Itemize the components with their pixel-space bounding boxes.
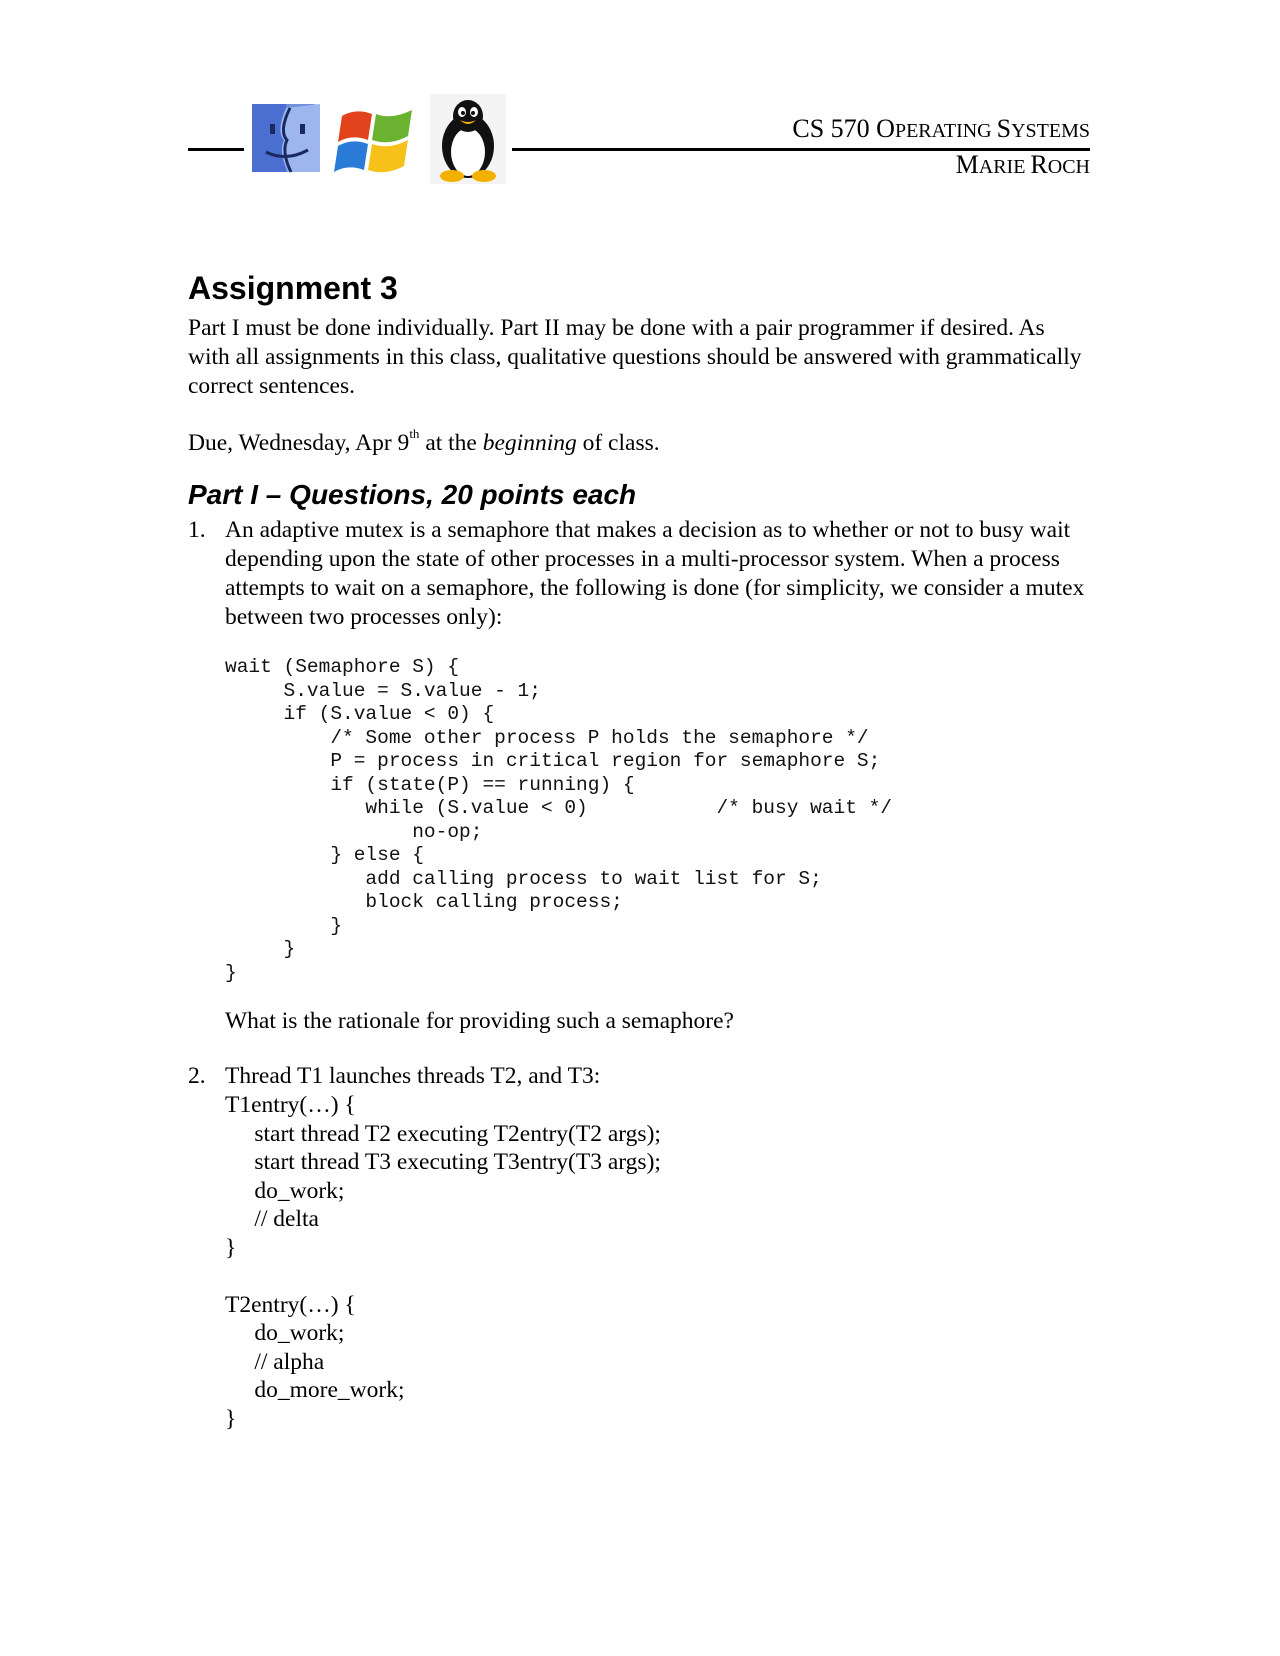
header-rule-left: [188, 148, 244, 151]
linux-tux-icon: [430, 94, 506, 184]
author-name: MARIE ROCH: [955, 150, 1090, 179]
document-body: [188, 268, 1088, 1433]
question-number: 1.: [188, 517, 206, 543]
question-2: [188, 1062, 1088, 1433]
pseudo-code-block: T1entry(…) { start thread T2 executing T2entry(T2 args); start thread T3 executing T3entry(T3 args); do_work; // delta } T2entry(…) { do_work; // alpha do_more_work; }: [225, 1092, 661, 1432]
question-1: [188, 516, 1088, 1036]
part1-heading: Part I – Questions, 20 points each: [188, 479, 637, 510]
page-header: [0, 0, 1280, 200]
mac-finder-icon: [250, 100, 322, 176]
course-title: CS 570 OPERATING SYSTEMS: [792, 114, 1090, 143]
page-title: Assignment 3: [188, 270, 398, 306]
due-date: Due, Wednesday, Apr 9th at the beginning of class.: [188, 426, 660, 456]
question-followup: What is the rationale for providing such a semaphore?: [225, 1008, 734, 1034]
question-text: Thread T1 launches threads T2, and T3:: [225, 1063, 601, 1089]
question-number: 2.: [188, 1063, 206, 1089]
question-text: An adaptive mutex is a semaphore that makes a decision as to whether or not to busy wait depending upon the state of other processes in a multi-processor system. When a process attempts to wait on a semaphore, the following is done (for simplicity, we consider a mutex between two processes only):: [225, 517, 1085, 630]
windows-icon: [334, 102, 418, 182]
os-logos: [250, 94, 510, 186]
intro-paragraph: Part I must be done individually. Part II may be done with a pair programmer if desired. As with all assignments in this class, qualitative questions should be answered with grammatically correct sentences.: [188, 315, 1082, 399]
code-block: wait (Semaphore S) { S.value = S.value - 1; if (S.value < 0) { /* Some other process P holds the semaphore */ P = process in critical region for semaphore S; if (state(P) == running) { while (S.value < 0) /* busy wait */ no-op; } else { add calling process to wait list for S; block calling process; } } }: [225, 656, 893, 984]
